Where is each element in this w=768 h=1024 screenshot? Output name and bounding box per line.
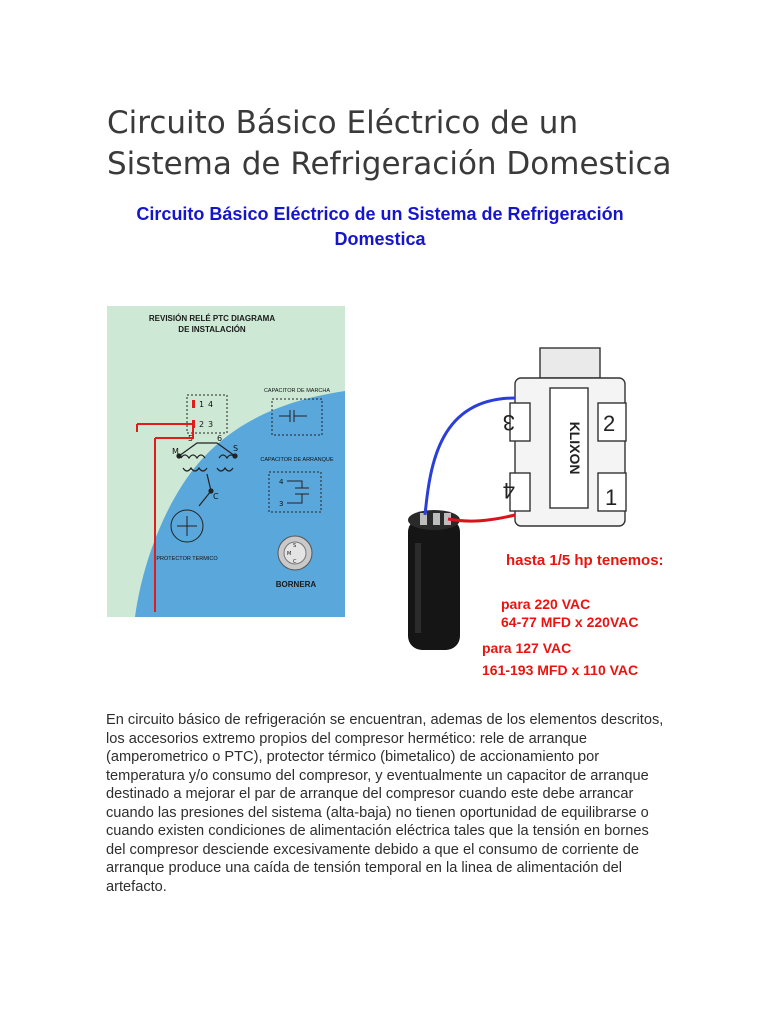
bornera-c: C	[293, 559, 297, 565]
klixon-pin-2: 2	[603, 411, 616, 436]
bornera-s: S	[293, 543, 297, 549]
relay-pin-2: 2	[199, 420, 205, 429]
bornera-label: BORNERA	[275, 580, 317, 589]
bornera-m: M	[287, 551, 292, 557]
relay-pin-5: 5	[188, 434, 194, 443]
spec-line-4: 161-193 MFD x 110 VAC	[482, 662, 639, 677]
page-title: Circuito Básico Eléctrico de un Sistema de Refrigeración Domestica	[107, 105, 672, 182]
klixon-relay-photo	[400, 343, 700, 677]
body-paragraph: En circuito básico de refrigeración se encuentran, ademas de los elementos descritos, los accesorios extremo propios del compresor hermético: rele de arranque (amperometrico o PTC), protector térmico (bimetalico) de accionamiento por temperatura y/o consumo del compresor, y eventualmente un capacitor de arranque destinado a mejorar el par de arranque del compresor cuando este debe arrancar cuando las presiones del sistema (alta-baja) no tienen oportunidad de equilibrarse o cuando existen condiciones de alimentación eléctrica tales que la tensión en bornes del compresor desciende excesivamente debido a que el consumo de corriente de arranque produce una caída de tensión temporal en la linea de alimentación del artefacto.	[106, 712, 664, 895]
start-cap-pin-4: 4	[279, 478, 284, 486]
winding-label-m: M	[172, 447, 179, 456]
relay-pin-4: 4	[208, 400, 214, 409]
capacitor-arranque-label: CAPACITOR DE ARRANQUE	[260, 457, 334, 463]
ptc-relay-diagram	[107, 306, 345, 617]
capacitor-marcha-label: CAPACITOR DE MARCHA	[263, 388, 331, 394]
winding-label-s: S	[233, 444, 239, 453]
klixon-pin-4: 4	[502, 478, 515, 503]
spec-line-2: 64-77 MFD x 220VAC	[501, 614, 639, 630]
spec-heading: hasta 1/5 hp tenemos:	[506, 552, 664, 569]
page-subtitle: Circuito Básico Eléctrico de un Sistema de Refrigeración Domestica	[136, 204, 624, 249]
klixon-pin-1: 1	[605, 485, 618, 510]
protector-label: PROTECTOR TERMICO	[156, 556, 218, 562]
spec-line-3: para 127 VAC	[482, 640, 572, 656]
relay-pin-6: 6	[217, 434, 223, 443]
relay-pin-1: 1	[199, 400, 205, 409]
diagram-heading-2: DE INSTALACIÓN	[178, 325, 246, 334]
klixon-brand: KLIXON	[567, 421, 583, 475]
diagram-heading-1: REVISIÓN RELÉ PTC DIAGRAMA	[148, 314, 276, 323]
relay-pin-3: 3	[208, 420, 214, 429]
start-cap-pin-3: 3	[279, 500, 284, 508]
spec-line-1: para 220 VAC	[501, 596, 591, 612]
winding-label-c: C	[213, 492, 219, 501]
start-capacitor-can	[408, 510, 460, 650]
klixon-pin-3: 3	[502, 410, 515, 435]
